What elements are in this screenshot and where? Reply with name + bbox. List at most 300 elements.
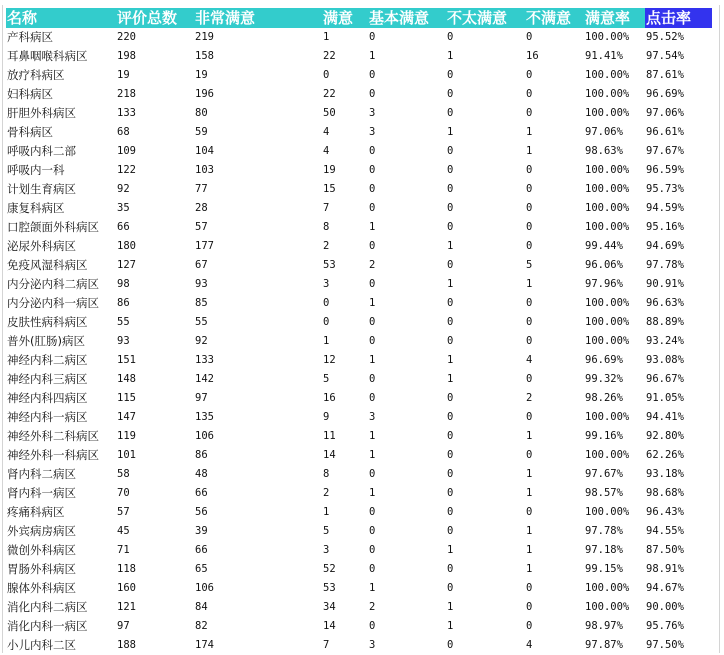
cell-satisfaction-rate: 99.44% (585, 240, 623, 252)
cell-not-very-satisfied: 0 (447, 202, 454, 214)
cell-name: 内分泌内科一病区 (7, 296, 99, 310)
cell-basically-satisfied: 0 (369, 88, 376, 100)
cell-total-reviews: 109 (117, 145, 136, 157)
cell-basically-satisfied: 1 (369, 50, 376, 62)
cell-not-very-satisfied: 0 (447, 525, 454, 537)
cell-satisfied: 5 (323, 525, 330, 537)
cell-basically-satisfied: 3 (369, 639, 376, 651)
cell-unsatisfied: 1 (526, 563, 533, 575)
cell-very-satisfied: 82 (195, 620, 208, 632)
cell-satisfaction-rate: 100.00% (585, 316, 630, 328)
column-header-unsatisfied[interactable]: 不满意 (525, 8, 584, 28)
cell-basically-satisfied: 1 (369, 449, 376, 461)
cell-total-reviews: 151 (117, 354, 136, 366)
cell-click-rate: 97.54% (646, 50, 684, 62)
cell-unsatisfied: 0 (526, 107, 533, 119)
cell-satisfied: 19 (323, 164, 336, 176)
cell-satisfaction-rate: 100.00% (585, 164, 630, 176)
cell-click-rate: 94.69% (646, 240, 684, 252)
cell-not-very-satisfied: 0 (447, 582, 454, 594)
cell-total-reviews: 93 (117, 335, 130, 347)
cell-total-reviews: 92 (117, 183, 130, 195)
cell-basically-satisfied: 1 (369, 582, 376, 594)
cell-name: 呼吸内一科 (7, 163, 65, 177)
cell-unsatisfied: 0 (526, 620, 533, 632)
table-row (6, 427, 712, 446)
cell-satisfaction-rate: 91.41% (585, 50, 623, 62)
cell-satisfaction-rate: 96.69% (585, 354, 623, 366)
cell-not-very-satisfied: 0 (447, 259, 454, 271)
cell-satisfaction-rate: 100.00% (585, 88, 630, 100)
table-row (6, 66, 712, 85)
cell-basically-satisfied: 0 (369, 544, 376, 556)
cell-basically-satisfied: 1 (369, 297, 376, 309)
cell-satisfied: 8 (323, 221, 330, 233)
cell-not-very-satisfied: 1 (447, 354, 454, 366)
cell-very-satisfied: 174 (195, 639, 214, 651)
cell-basically-satisfied: 0 (369, 278, 376, 290)
table-body (6, 28, 712, 655)
table-row (6, 275, 712, 294)
column-header-name[interactable]: 名称 (6, 8, 116, 28)
cell-unsatisfied: 16 (526, 50, 539, 62)
cell-click-rate: 95.73% (646, 183, 684, 195)
cell-unsatisfied: 0 (526, 69, 533, 81)
cell-name: 呼吸内科二部 (7, 144, 76, 158)
cell-satisfaction-rate: 100.00% (585, 297, 630, 309)
cell-total-reviews: 127 (117, 259, 136, 271)
cell-unsatisfied: 0 (526, 582, 533, 594)
table-row (6, 617, 712, 636)
cell-click-rate: 98.91% (646, 563, 684, 575)
cell-total-reviews: 115 (117, 392, 136, 404)
cell-basically-satisfied: 0 (369, 563, 376, 575)
cell-click-rate: 94.55% (646, 525, 684, 537)
table-row (6, 237, 712, 256)
cell-not-very-satisfied: 0 (447, 88, 454, 100)
cell-click-rate: 96.43% (646, 506, 684, 518)
cell-satisfied: 4 (323, 145, 330, 157)
table-row (6, 351, 712, 370)
cell-name: 妇科病区 (7, 87, 53, 101)
cell-satisfied: 1 (323, 506, 330, 518)
cell-basically-satisfied: 2 (369, 259, 376, 271)
cell-very-satisfied: 104 (195, 145, 214, 157)
cell-not-very-satisfied: 0 (447, 31, 454, 43)
cell-basically-satisfied: 2 (369, 601, 376, 613)
cell-unsatisfied: 1 (526, 145, 533, 157)
table-row (6, 598, 712, 617)
cell-name: 骨科病区 (7, 125, 53, 139)
cell-total-reviews: 121 (117, 601, 136, 613)
cell-not-very-satisfied: 1 (447, 126, 454, 138)
cell-not-very-satisfied: 0 (447, 487, 454, 499)
cell-click-rate: 96.61% (646, 126, 684, 138)
cell-not-very-satisfied: 0 (447, 392, 454, 404)
cell-not-very-satisfied: 1 (447, 544, 454, 556)
cell-click-rate: 95.52% (646, 31, 684, 43)
cell-unsatisfied: 0 (526, 31, 533, 43)
cell-name: 疼痛科病区 (7, 505, 65, 519)
cell-basically-satisfied: 0 (369, 202, 376, 214)
cell-not-very-satisfied: 0 (447, 506, 454, 518)
cell-unsatisfied: 4 (526, 639, 533, 651)
cell-not-very-satisfied: 0 (447, 563, 454, 575)
table-row (6, 370, 712, 389)
cell-satisfied: 12 (323, 354, 336, 366)
cell-basically-satisfied: 1 (369, 354, 376, 366)
column-header-not-very-satisfied[interactable]: 不太满意 (446, 8, 525, 28)
cell-not-very-satisfied: 1 (447, 240, 454, 252)
column-header-very-satisfied[interactable]: 非常满意 (194, 8, 322, 28)
table-row (6, 636, 712, 655)
cell-basically-satisfied: 0 (369, 145, 376, 157)
cell-basically-satisfied: 1 (369, 221, 376, 233)
column-header-click-rate[interactable]: 点击率 (645, 8, 712, 28)
cell-satisfied: 8 (323, 468, 330, 480)
cell-total-reviews: 198 (117, 50, 136, 62)
table-row (6, 28, 712, 47)
cell-unsatisfied: 0 (526, 373, 533, 385)
cell-name: 肾内科二病区 (7, 467, 76, 481)
cell-basically-satisfied: 0 (369, 373, 376, 385)
cell-satisfaction-rate: 98.63% (585, 145, 623, 157)
cell-basically-satisfied: 0 (369, 183, 376, 195)
cell-total-reviews: 66 (117, 221, 130, 233)
cell-basically-satisfied: 0 (369, 240, 376, 252)
cell-click-rate: 90.91% (646, 278, 684, 290)
column-header-satisfaction-rate[interactable]: 满意率 (584, 8, 645, 28)
table-header-row (6, 8, 712, 28)
cell-unsatisfied: 1 (526, 278, 533, 290)
cell-satisfied: 22 (323, 88, 336, 100)
cell-name: 神经内科一病区 (7, 410, 88, 424)
cell-not-very-satisfied: 0 (447, 468, 454, 480)
cell-total-reviews: 98 (117, 278, 130, 290)
cell-very-satisfied: 59 (195, 126, 208, 138)
cell-unsatisfied: 0 (526, 449, 533, 461)
cell-name: 计划生育病区 (7, 182, 76, 196)
cell-name: 口腔颌面外科病区 (7, 220, 99, 234)
cell-click-rate: 95.76% (646, 620, 684, 632)
cell-satisfaction-rate: 96.06% (585, 259, 623, 271)
table-row (6, 503, 712, 522)
cell-satisfaction-rate: 100.00% (585, 411, 630, 423)
cell-unsatisfied: 0 (526, 601, 533, 613)
cell-not-very-satisfied: 1 (447, 373, 454, 385)
cell-satisfaction-rate: 99.15% (585, 563, 623, 575)
cell-satisfied: 34 (323, 601, 336, 613)
table-row (6, 142, 712, 161)
cell-basically-satisfied: 0 (369, 392, 376, 404)
cell-basically-satisfied: 3 (369, 107, 376, 119)
cell-name: 康复科病区 (7, 201, 65, 215)
cell-satisfaction-rate: 98.57% (585, 487, 623, 499)
cell-unsatisfied: 0 (526, 202, 533, 214)
cell-satisfaction-rate: 100.00% (585, 202, 630, 214)
cell-very-satisfied: 196 (195, 88, 214, 100)
cell-not-very-satisfied: 0 (447, 335, 454, 347)
cell-unsatisfied: 0 (526, 183, 533, 195)
cell-not-very-satisfied: 0 (447, 411, 454, 423)
cell-not-very-satisfied: 0 (447, 430, 454, 442)
cell-click-rate: 91.05% (646, 392, 684, 404)
cell-click-rate: 95.16% (646, 221, 684, 233)
cell-click-rate: 94.67% (646, 582, 684, 594)
cell-not-very-satisfied: 0 (447, 145, 454, 157)
cell-very-satisfied: 219 (195, 31, 214, 43)
cell-unsatisfied: 1 (526, 430, 533, 442)
table-row (6, 408, 712, 427)
cell-click-rate: 93.18% (646, 468, 684, 480)
table-row (6, 294, 712, 313)
cell-satisfied: 4 (323, 126, 330, 138)
table-row (6, 560, 712, 579)
cell-very-satisfied: 80 (195, 107, 208, 119)
cell-basically-satisfied: 1 (369, 430, 376, 442)
cell-total-reviews: 45 (117, 525, 130, 537)
cell-very-satisfied: 135 (195, 411, 214, 423)
cell-satisfaction-rate: 100.00% (585, 449, 630, 461)
table-row (6, 541, 712, 560)
cell-very-satisfied: 84 (195, 601, 208, 613)
cell-satisfaction-rate: 97.78% (585, 525, 623, 537)
cell-satisfied: 0 (323, 297, 330, 309)
cell-very-satisfied: 67 (195, 259, 208, 271)
cell-total-reviews: 122 (117, 164, 136, 176)
cell-satisfaction-rate: 98.26% (585, 392, 623, 404)
cell-unsatisfied: 0 (526, 164, 533, 176)
cell-unsatisfied: 1 (526, 468, 533, 480)
cell-basically-satisfied: 0 (369, 525, 376, 537)
cell-satisfied: 0 (323, 316, 330, 328)
cell-satisfied: 52 (323, 563, 336, 575)
cell-very-satisfied: 158 (195, 50, 214, 62)
cell-click-rate: 92.80% (646, 430, 684, 442)
cell-name: 消化内科二病区 (7, 600, 88, 614)
cell-satisfaction-rate: 100.00% (585, 506, 630, 518)
cell-click-rate: 87.50% (646, 544, 684, 556)
cell-satisfaction-rate: 100.00% (585, 335, 630, 347)
cell-very-satisfied: 86 (195, 449, 208, 461)
cell-satisfaction-rate: 97.06% (585, 126, 623, 138)
cell-satisfaction-rate: 97.67% (585, 468, 623, 480)
cell-very-satisfied: 92 (195, 335, 208, 347)
satisfaction-table (6, 8, 712, 655)
cell-total-reviews: 119 (117, 430, 136, 442)
cell-not-very-satisfied: 1 (447, 601, 454, 613)
cell-satisfaction-rate: 97.96% (585, 278, 623, 290)
cell-unsatisfied: 1 (526, 126, 533, 138)
cell-name: 消化内科一病区 (7, 619, 88, 633)
cell-satisfied: 1 (323, 335, 330, 347)
cell-unsatisfied: 0 (526, 411, 533, 423)
cell-satisfaction-rate: 97.18% (585, 544, 623, 556)
cell-not-very-satisfied: 0 (447, 639, 454, 651)
cell-unsatisfied: 0 (526, 335, 533, 347)
cell-name: 小儿内科二区 (7, 638, 76, 652)
cell-not-very-satisfied: 0 (447, 107, 454, 119)
column-header-basically-satisfied[interactable]: 基本满意 (368, 8, 446, 28)
cell-satisfied: 15 (323, 183, 336, 195)
cell-name: 胃肠外科病区 (7, 562, 76, 576)
cell-name: 神经外科一科病区 (7, 448, 99, 462)
cell-satisfied: 53 (323, 259, 336, 271)
cell-satisfaction-rate: 100.00% (585, 221, 630, 233)
table-row (6, 465, 712, 484)
cell-very-satisfied: 106 (195, 582, 214, 594)
cell-total-reviews: 19 (117, 69, 130, 81)
cell-total-reviews: 55 (117, 316, 130, 328)
table-row (6, 522, 712, 541)
cell-very-satisfied: 57 (195, 221, 208, 233)
cell-name: 内分泌内科二病区 (7, 277, 99, 291)
cell-satisfied: 22 (323, 50, 336, 62)
cell-very-satisfied: 65 (195, 563, 208, 575)
cell-total-reviews: 218 (117, 88, 136, 100)
cell-very-satisfied: 77 (195, 183, 208, 195)
cell-satisfied: 7 (323, 202, 330, 214)
cell-satisfied: 7 (323, 639, 330, 651)
cell-unsatisfied: 0 (526, 240, 533, 252)
cell-unsatisfied: 5 (526, 259, 533, 271)
cell-total-reviews: 68 (117, 126, 130, 138)
cell-not-very-satisfied: 0 (447, 221, 454, 233)
cell-click-rate: 94.41% (646, 411, 684, 423)
cell-satisfied: 3 (323, 544, 330, 556)
table-row (6, 199, 712, 218)
cell-satisfaction-rate: 100.00% (585, 69, 630, 81)
cell-unsatisfied: 1 (526, 487, 533, 499)
cell-click-rate: 93.24% (646, 335, 684, 347)
cell-satisfaction-rate: 100.00% (585, 601, 630, 613)
cell-name: 外宾病房病区 (7, 524, 76, 538)
cell-name: 神经外科二科病区 (7, 429, 99, 443)
cell-basically-satisfied: 3 (369, 411, 376, 423)
cell-very-satisfied: 85 (195, 297, 208, 309)
cell-click-rate: 97.06% (646, 107, 684, 119)
cell-not-very-satisfied: 1 (447, 50, 454, 62)
cell-basically-satisfied: 0 (369, 316, 376, 328)
cell-total-reviews: 180 (117, 240, 136, 252)
cell-satisfaction-rate: 100.00% (585, 31, 630, 43)
cell-very-satisfied: 93 (195, 278, 208, 290)
cell-click-rate: 88.89% (646, 316, 684, 328)
cell-satisfaction-rate: 99.32% (585, 373, 623, 385)
cell-click-rate: 97.78% (646, 259, 684, 271)
cell-click-rate: 96.69% (646, 88, 684, 100)
cell-basically-satisfied: 1 (369, 487, 376, 499)
cell-name: 腺体外科病区 (7, 581, 76, 595)
cell-name: 产科病区 (7, 30, 53, 44)
cell-very-satisfied: 48 (195, 468, 208, 480)
cell-click-rate: 98.68% (646, 487, 684, 499)
cell-satisfaction-rate: 97.87% (585, 639, 623, 651)
cell-satisfied: 53 (323, 582, 336, 594)
cell-name: 免疫风湿科病区 (7, 258, 88, 272)
cell-click-rate: 94.59% (646, 202, 684, 214)
cell-name: 放疗科病区 (7, 68, 65, 82)
cell-click-rate: 87.61% (646, 69, 684, 81)
cell-satisfaction-rate: 98.97% (585, 620, 623, 632)
cell-very-satisfied: 133 (195, 354, 214, 366)
table-row (6, 161, 712, 180)
cell-basically-satisfied: 0 (369, 620, 376, 632)
cell-very-satisfied: 56 (195, 506, 208, 518)
table-row (6, 484, 712, 503)
cell-very-satisfied: 66 (195, 487, 208, 499)
table-row (6, 256, 712, 275)
cell-basically-satisfied: 0 (369, 69, 376, 81)
cell-total-reviews: 57 (117, 506, 130, 518)
cell-satisfied: 1 (323, 31, 330, 43)
cell-very-satisfied: 28 (195, 202, 208, 214)
cell-unsatisfied: 4 (526, 354, 533, 366)
cell-unsatisfied: 1 (526, 544, 533, 556)
cell-name: 神经内科二病区 (7, 353, 88, 367)
cell-satisfied: 9 (323, 411, 330, 423)
table-row (6, 47, 712, 66)
cell-click-rate: 97.50% (646, 639, 684, 651)
cell-satisfied: 0 (323, 69, 330, 81)
table-row (6, 332, 712, 351)
cell-not-very-satisfied: 1 (447, 620, 454, 632)
cell-very-satisfied: 177 (195, 240, 214, 252)
cell-satisfaction-rate: 100.00% (585, 582, 630, 594)
cell-satisfied: 11 (323, 430, 336, 442)
cell-name: 普外(肛肠)病区 (7, 334, 85, 348)
cell-click-rate: 96.67% (646, 373, 684, 385)
cell-total-reviews: 70 (117, 487, 130, 499)
cell-satisfied: 3 (323, 278, 330, 290)
cell-click-rate: 90.00% (646, 601, 684, 613)
cell-not-very-satisfied: 1 (447, 278, 454, 290)
cell-total-reviews: 133 (117, 107, 136, 119)
cell-click-rate: 93.08% (646, 354, 684, 366)
cell-total-reviews: 188 (117, 639, 136, 651)
cell-click-rate: 97.67% (646, 145, 684, 157)
table-row (6, 389, 712, 408)
cell-unsatisfied: 0 (526, 506, 533, 518)
cell-very-satisfied: 142 (195, 373, 214, 385)
cell-total-reviews: 160 (117, 582, 136, 594)
cell-name: 泌尿外科病区 (7, 239, 76, 253)
cell-basically-satisfied: 0 (369, 506, 376, 518)
cell-unsatisfied: 0 (526, 221, 533, 233)
table-row (6, 218, 712, 237)
table-row (6, 123, 712, 142)
cell-total-reviews: 71 (117, 544, 130, 556)
cell-unsatisfied: 1 (526, 525, 533, 537)
cell-unsatisfied: 2 (526, 392, 533, 404)
cell-basically-satisfied: 0 (369, 31, 376, 43)
cell-basically-satisfied: 0 (369, 164, 376, 176)
cell-unsatisfied: 0 (526, 316, 533, 328)
cell-unsatisfied: 0 (526, 88, 533, 100)
cell-total-reviews: 58 (117, 468, 130, 480)
cell-not-very-satisfied: 0 (447, 297, 454, 309)
cell-total-reviews: 148 (117, 373, 136, 385)
cell-name: 肾内科一病区 (7, 486, 76, 500)
cell-satisfied: 14 (323, 620, 336, 632)
cell-very-satisfied: 106 (195, 430, 214, 442)
cell-click-rate: 62.26% (646, 449, 684, 461)
cell-total-reviews: 86 (117, 297, 130, 309)
cell-satisfied: 2 (323, 240, 330, 252)
column-header-satisfied[interactable]: 满意 (322, 8, 368, 28)
table-row (6, 104, 712, 123)
column-header-total-reviews[interactable]: 评价总数 (116, 8, 194, 28)
